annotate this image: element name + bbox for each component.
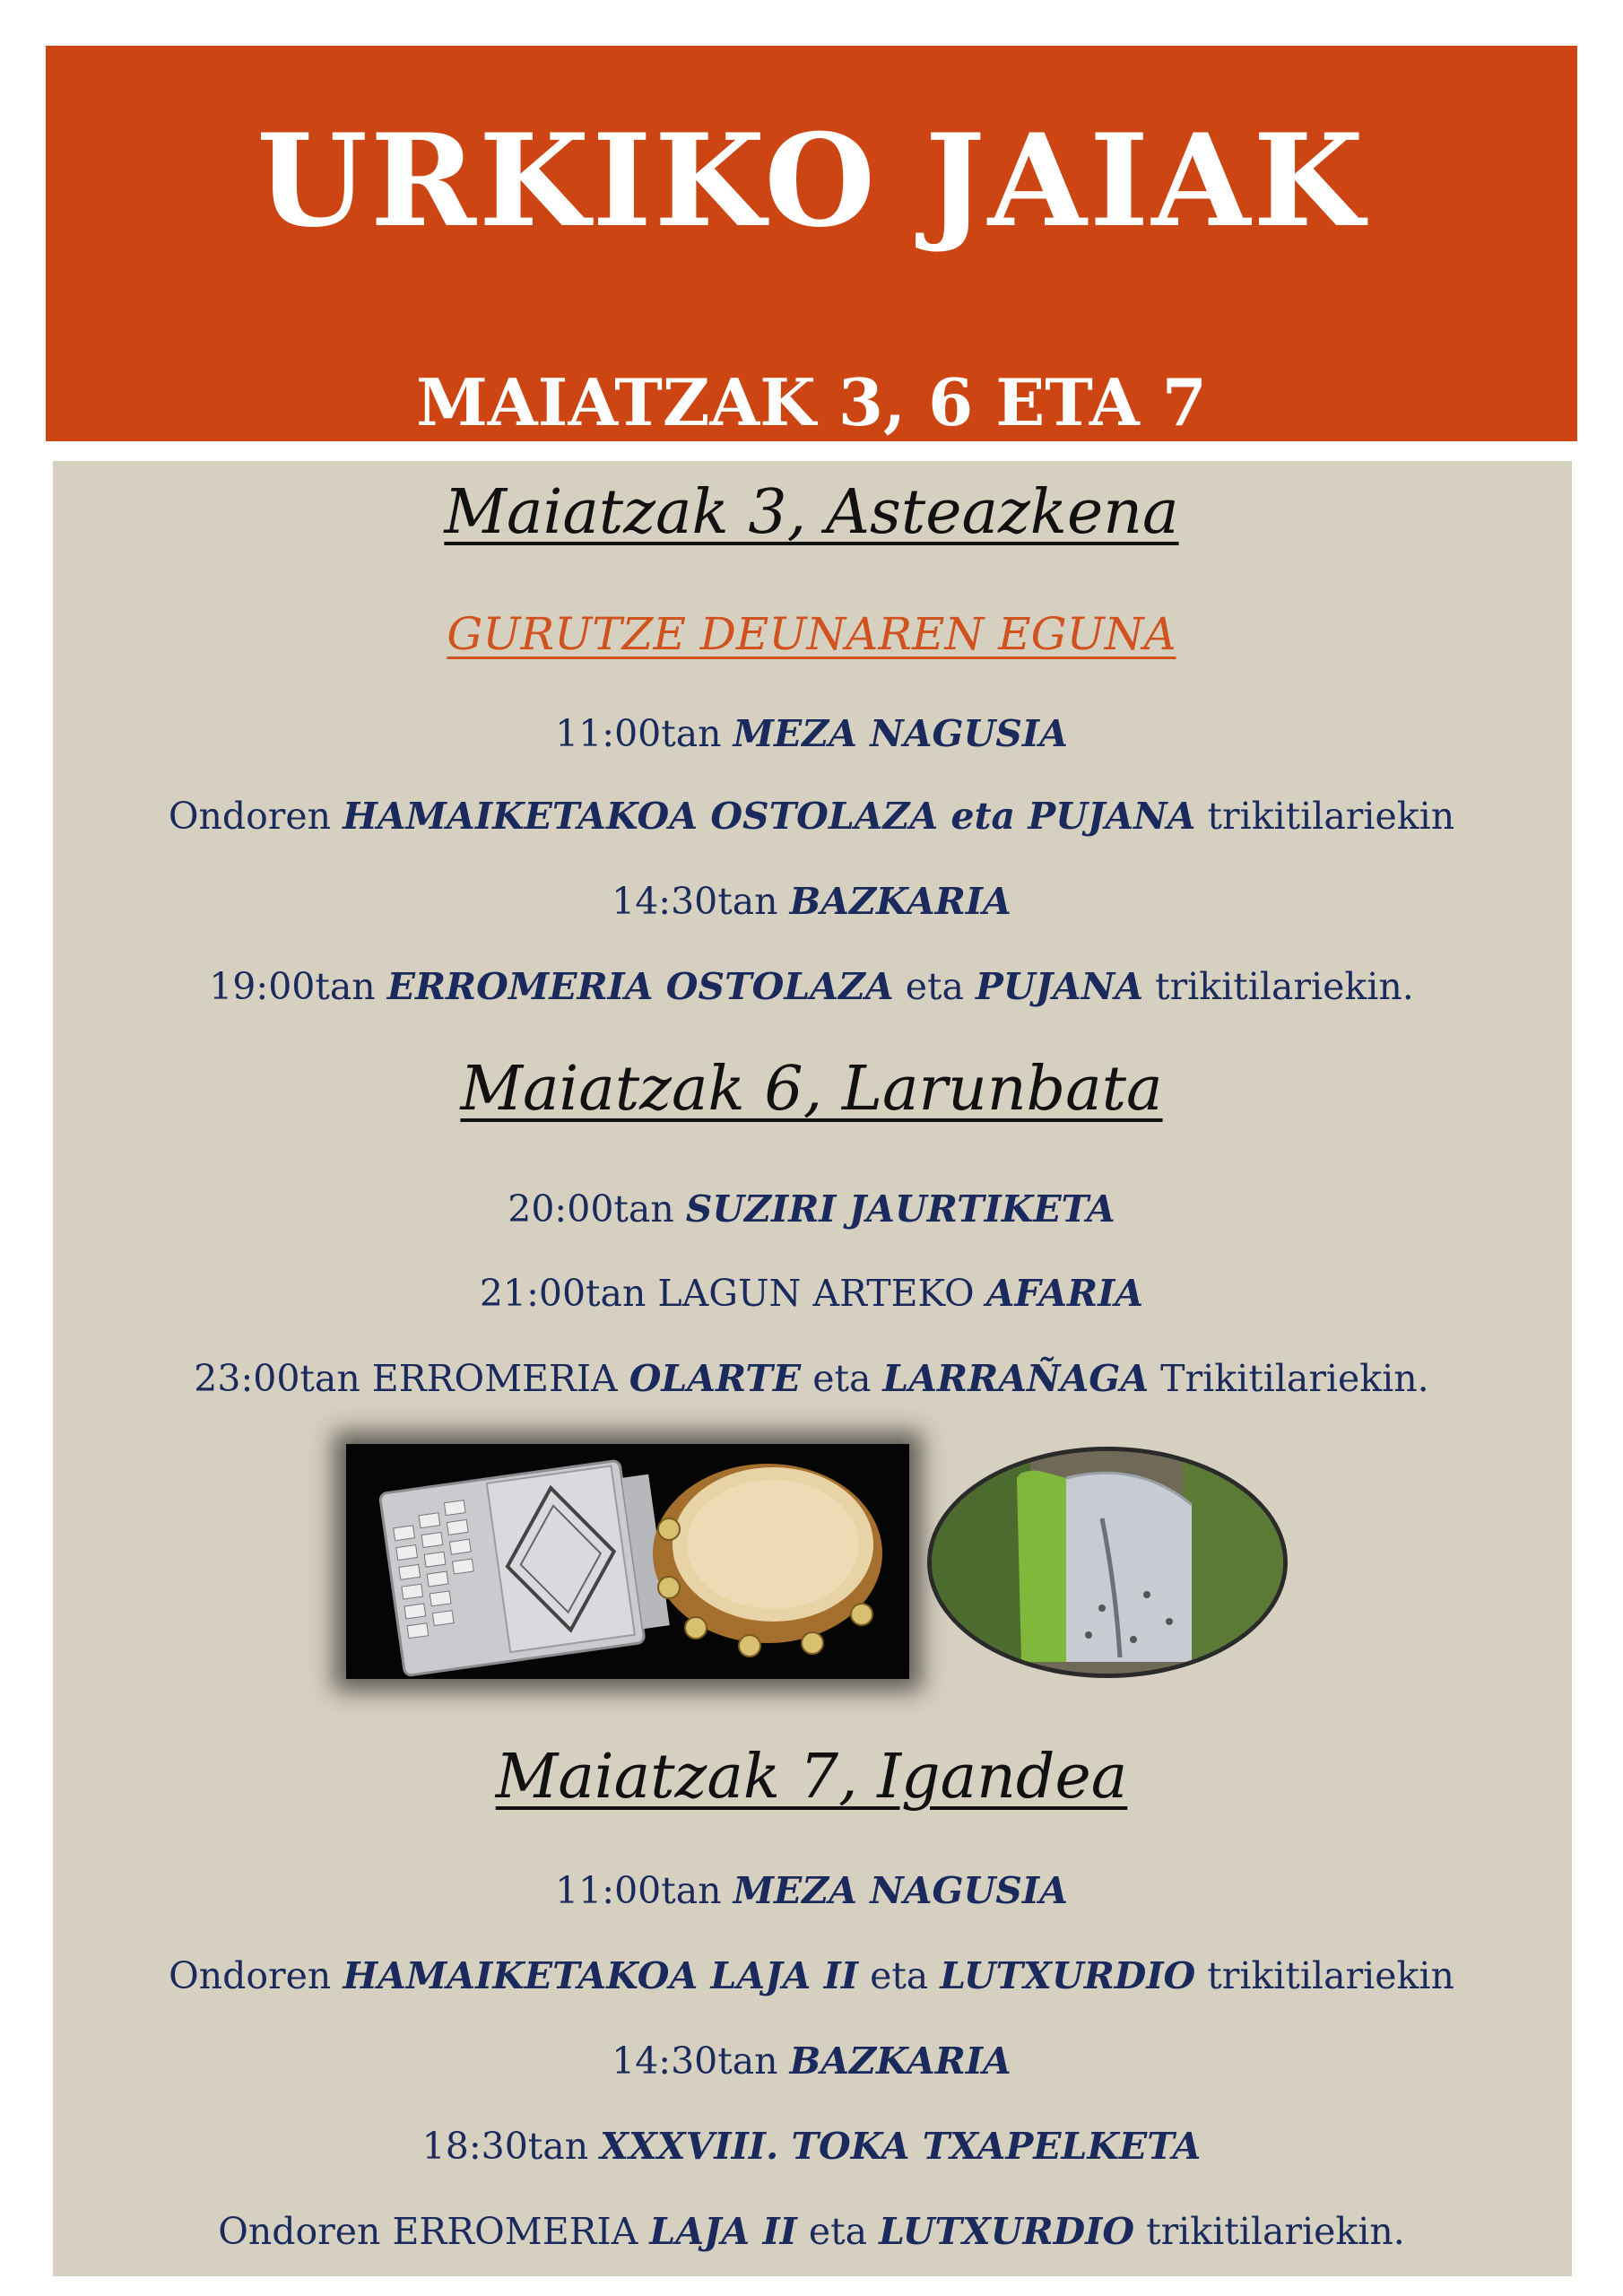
toka-illustration xyxy=(932,1451,1283,1674)
event-text: AFARIA xyxy=(985,1272,1144,1315)
connector-text: eta xyxy=(796,2210,880,2253)
day3-line-toka xyxy=(0,2125,1623,2168)
day2-heading: Maiatzak 6, Larunbata xyxy=(460,1054,1163,1125)
time-text: 21:00tan LAGUN ARTEKO xyxy=(479,1272,986,1315)
event-text: SUZIRI JAURTIKETA xyxy=(685,1187,1115,1231)
time-text: 14:30tan xyxy=(612,880,790,923)
lead-text: Ondoren xyxy=(169,1954,343,1997)
performer-text: LUTXURDIO xyxy=(879,2210,1135,2253)
time-text: 18:30tan xyxy=(421,2125,601,2168)
day2-line-dance xyxy=(0,1357,1623,1400)
page-title: URKIKO JAIAK xyxy=(256,107,1367,256)
event-text: HAMAIKETAKOA OSTOLAZA eta PUJANA xyxy=(343,795,1196,838)
day1-heading: Maiatzak 3, Asteazkena xyxy=(444,477,1179,548)
event-text: MEZA NAGUSIA xyxy=(733,1869,1068,1912)
toka-game-image xyxy=(927,1447,1288,1678)
performer-text: PUJANA xyxy=(975,965,1144,1008)
connector-text: eta xyxy=(893,965,976,1008)
time-text: 23:00tan ERROMERIA xyxy=(194,1357,629,1400)
day3-heading: Maiatzak 7, Igandea xyxy=(495,1742,1128,1813)
performer-text: LARRAÑAGA xyxy=(882,1357,1150,1400)
performer-text: OLARTE xyxy=(629,1357,802,1400)
accordion-tambourine-image xyxy=(346,1444,909,1679)
event-text: BAZKARIA xyxy=(789,880,1011,923)
tail-text: trikitilariekin. xyxy=(1134,2210,1405,2253)
day1-line-snack xyxy=(0,795,1623,838)
page-subtitle: MAIATZAK 3, 6 ETA 7 xyxy=(416,364,1207,440)
event-text: ERROMERIA OSTOLAZA xyxy=(386,965,894,1008)
tail-text: trikitilariekin xyxy=(1195,795,1455,838)
performer-text: LUTXURDIO xyxy=(940,1954,1196,1997)
connector-text: eta xyxy=(858,1954,941,1997)
lead-text: Ondoren ERROMERIA xyxy=(218,2210,650,2253)
connector-text: eta xyxy=(801,1357,883,1400)
day1-feast-title: GURUTZE DEUNAREN EGUNA xyxy=(447,608,1176,660)
event-text: HAMAIKETAKOA LAJA II xyxy=(343,1954,859,1997)
day1-line-mass xyxy=(0,712,1623,755)
tail-text: trikitilariekin xyxy=(1195,1954,1454,1997)
time-text: 20:00tan xyxy=(508,1187,686,1231)
day3-line-lunch xyxy=(0,2039,1623,2083)
event-text: MEZA NAGUSIA xyxy=(733,712,1068,755)
day2-line-dinner xyxy=(0,1272,1623,1315)
day3-line-dance xyxy=(0,2210,1623,2253)
day1-line-dance xyxy=(0,965,1623,1008)
lead-text: Ondoren xyxy=(168,795,343,838)
performer-text: LAJA II xyxy=(649,2210,797,2253)
day2-line-fireworks xyxy=(0,1187,1623,1231)
tail-text: trikitilariekin. xyxy=(1143,965,1414,1008)
time-text: 19:00tan xyxy=(209,965,387,1008)
event-text: XXXVIII. TOKA TXAPELKETA xyxy=(600,2125,1202,2168)
time-text: 11:00tan xyxy=(555,1869,733,1912)
day3-line-mass xyxy=(0,1869,1623,1912)
time-text: 14:30tan xyxy=(612,2039,790,2083)
time-text: 11:00tan xyxy=(555,712,733,755)
tail-text: Trikitilariekin. xyxy=(1149,1357,1429,1400)
day1-line-lunch xyxy=(0,880,1623,923)
day3-line-snack xyxy=(0,1954,1623,1997)
event-text: BAZKARIA xyxy=(789,2039,1011,2083)
title-banner xyxy=(46,46,1577,441)
instruments-illustration xyxy=(346,1444,909,1679)
